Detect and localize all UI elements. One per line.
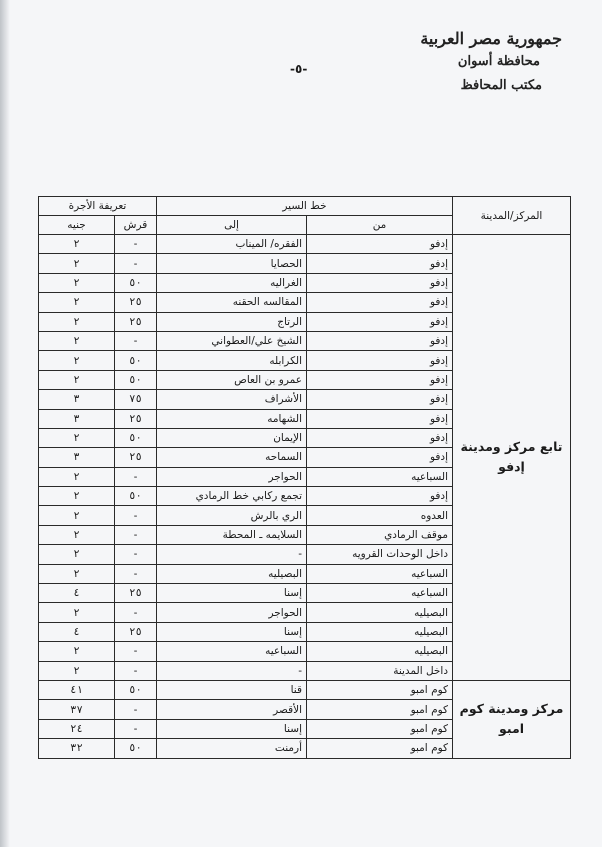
route-to-cell: الأشراف [157,390,307,409]
route-to-cell: الحواجر [157,603,307,622]
fare-piaster-cell: - [115,506,157,525]
header-route: خط السير [157,197,453,216]
route-from-cell: السباعيه [307,564,453,583]
fare-piaster-cell: ٥٠ [115,680,157,699]
route-from-cell: كوم امبو [307,680,453,699]
fare-piaster-cell: ٢٥ [115,409,157,428]
fare-piaster-cell: ٥٠ [115,428,157,447]
route-from-cell: كوم امبو [307,739,453,758]
fare-pound-cell: ٤١ [39,680,115,699]
route-from-cell: البصيليه [307,642,453,661]
route-to-cell: إسنا [157,719,307,738]
route-from-cell: البصيليه [307,603,453,622]
route-to-cell: الحواجر [157,467,307,486]
header-piaster: قرش [115,216,157,235]
fare-piaster-cell: - [115,700,157,719]
route-from-cell: العدوه [307,506,453,525]
fare-piaster-cell: ٢٥ [115,448,157,467]
header-from: من [307,216,453,235]
fare-piaster-cell: - [115,525,157,544]
route-to-cell: الشيخ علي/العطواني [157,331,307,350]
route-to-cell: أرمنت [157,739,307,758]
route-to-cell: السلايمه ـ المحطة [157,525,307,544]
fare-piaster-cell: ٧٥ [115,390,157,409]
fare-pound-cell: ٢ [39,254,115,273]
fare-piaster-cell: - [115,661,157,680]
fare-pound-cell: ٢ [39,235,115,254]
route-from-cell: إدفو [307,293,453,312]
route-to-cell: الرتاج [157,312,307,331]
fare-pound-cell: ٢ [39,312,115,331]
fare-piaster-cell: - [115,564,157,583]
region-cell: تابع مركز ومدينة إدفو [453,235,571,681]
fare-pound-cell: ٢ [39,351,115,370]
page-number: -٥- [290,62,308,76]
route-from-cell: السباعيه [307,467,453,486]
route-to-cell: الري بالرش [157,506,307,525]
scan-page-edge [0,0,10,847]
route-from-cell: إدفو [307,487,453,506]
fare-piaster-cell: ٢٥ [115,312,157,331]
fare-pound-cell: ٢ [39,661,115,680]
fare-pound-cell: ٢ [39,467,115,486]
fare-piaster-cell: - [115,545,157,564]
fare-piaster-cell: ٥٠ [115,370,157,389]
route-from-cell: إدفو [307,273,453,292]
route-to-cell: الفقره/ الميناب [157,235,307,254]
route-from-cell: داخل المدينة [307,661,453,680]
route-from-cell: إدفو [307,254,453,273]
route-to-cell: المقالسه الحقنه [157,293,307,312]
table-row [39,235,571,254]
route-from-cell: داخل الوحدات القرويه [307,545,453,564]
fare-table [38,196,571,759]
route-to-cell: عمرو بن العاص [157,370,307,389]
fare-piaster-cell: - [115,331,157,350]
route-to-cell: الغراليه [157,273,307,292]
fare-pound-cell: ٢ [39,506,115,525]
fare-pound-cell: ٢ [39,293,115,312]
route-from-cell: إدفو [307,390,453,409]
fare-piaster-cell: ٢٥ [115,622,157,641]
route-to-cell: الأقصر [157,700,307,719]
fare-pound-cell: ٢ [39,603,115,622]
route-to-cell: إسنا [157,622,307,641]
route-from-cell: البصيليه [307,622,453,641]
header-region: المركز/المدينة [453,197,571,235]
route-from-cell: إدفو [307,448,453,467]
fare-piaster-cell: ٢٥ [115,584,157,603]
route-to-cell: الإيمان [157,428,307,447]
fare-pound-cell: ٢ [39,564,115,583]
route-from-cell: موقف الرمادي [307,525,453,544]
fare-piaster-cell: - [115,467,157,486]
fare-piaster-cell: ٥٠ [115,487,157,506]
fare-piaster-cell: ٥٠ [115,739,157,758]
letterhead-governorate: محافظة أسوان [457,54,540,69]
fare-pound-cell: ٣ [39,448,115,467]
fare-pound-cell: ٢ [39,545,115,564]
region-cell: مركز ومدينة كوم امبو [453,680,571,758]
route-to-cell: - [157,545,307,564]
fare-piaster-cell: - [115,254,157,273]
route-from-cell: كوم امبو [307,719,453,738]
route-to-cell: الشهامه [157,409,307,428]
route-from-cell: السباعيه [307,584,453,603]
route-from-cell: كوم امبو [307,700,453,719]
fare-pound-cell: ٢ [39,428,115,447]
letterhead-office: مكتب المحافظ [460,78,542,93]
fare-piaster-cell: - [115,603,157,622]
letterhead [420,28,562,98]
route-from-cell: إدفو [307,331,453,350]
fare-pound-cell: ٢ [39,525,115,544]
fare-piaster-cell: - [115,235,157,254]
fare-pound-cell: ٣٢ [39,739,115,758]
fare-pound-cell: ٣ [39,409,115,428]
fare-pound-cell: ٤ [39,622,115,641]
fare-pound-cell: ٤ [39,584,115,603]
route-to-cell: السماحه [157,448,307,467]
fare-pound-cell: ٢ [39,487,115,506]
route-from-cell: إدفو [307,370,453,389]
route-from-cell: إدفو [307,351,453,370]
fare-pound-cell: ٣ [39,390,115,409]
header-to: إلى [157,216,307,235]
route-to-cell: - [157,661,307,680]
route-from-cell: إدفو [307,312,453,331]
fare-table-body [39,235,571,759]
fare-pound-cell: ٢٤ [39,719,115,738]
fare-piaster-cell: - [115,719,157,738]
fare-piaster-cell: ٥٠ [115,351,157,370]
route-to-cell: الكرابله [157,351,307,370]
route-to-cell: الحصايا [157,254,307,273]
table-row [39,680,571,699]
route-to-cell: إسنا [157,584,307,603]
fare-pound-cell: ٢ [39,642,115,661]
fare-pound-cell: ٢ [39,273,115,292]
fare-piaster-cell: ٢٥ [115,293,157,312]
route-to-cell: البصيليه [157,564,307,583]
route-from-cell: إدفو [307,235,453,254]
route-from-cell: إدفو [307,428,453,447]
route-to-cell: قنا [157,680,307,699]
fare-pound-cell: ٣٧ [39,700,115,719]
route-to-cell: السباعيه [157,642,307,661]
header-fare: تعريفة الأجرة [39,197,157,216]
route-from-cell: إدفو [307,409,453,428]
fare-piaster-cell: ٥٠ [115,273,157,292]
route-to-cell: تجمع ركابي خط الرمادي [157,487,307,506]
letterhead-country: جمهورية مصر العربية [420,29,562,48]
fare-piaster-cell: - [115,642,157,661]
fare-pound-cell: ٢ [39,370,115,389]
fare-pound-cell: ٢ [39,331,115,350]
header-pound: جنيه [39,216,115,235]
